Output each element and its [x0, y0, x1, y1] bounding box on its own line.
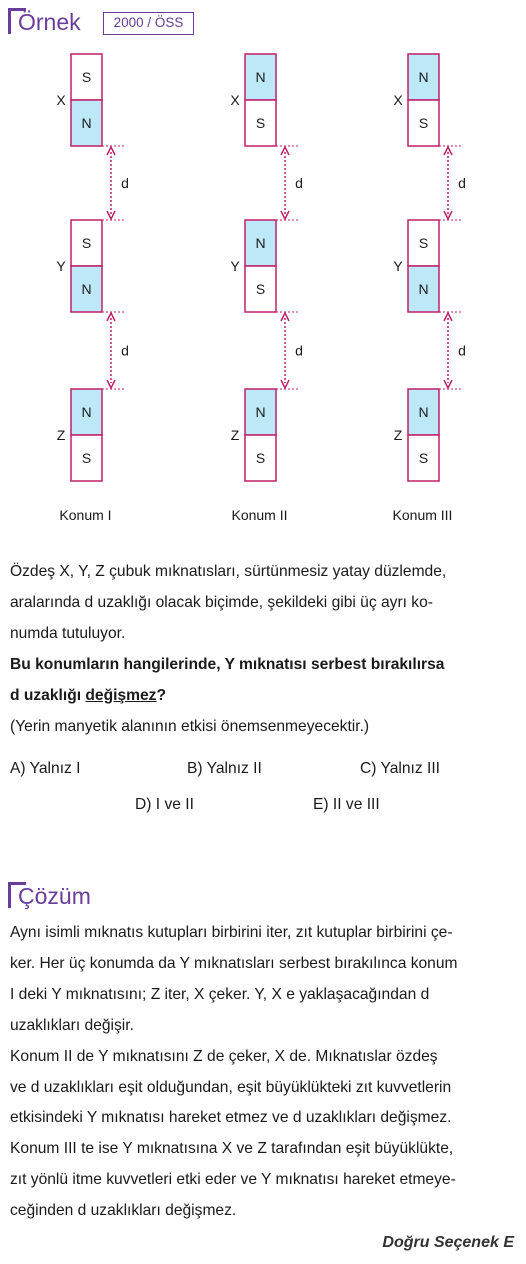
correct-answer: Doğru Seçenek E [382, 1234, 514, 1251]
question-note: (Yerin manyetik alanının etkisi önemsenmeyecektir.) [10, 718, 370, 735]
question-stem-part: d uzaklığı [10, 687, 86, 704]
question-stem-line [10, 680, 516, 711]
pole-label: N [255, 404, 266, 420]
pole-label: N [255, 235, 266, 251]
distance-label: d [295, 175, 303, 191]
option-e[interactable]: E) II ve III [313, 796, 380, 813]
solution-line: etkisindeki Y mıknatısı hareket etmez ve d uzaklıkları değişmez. [10, 1109, 452, 1127]
solution-line: zıt yönlü itme kuvvetleri etki eder ve Y mıknatısı hareket etmeye- [10, 1171, 456, 1189]
question-text [10, 556, 516, 742]
magnet-label: Z [230, 427, 240, 443]
position-caption: Konum I [59, 507, 112, 523]
solution-line: ceğinden d uzaklıkları değişmez. [10, 1202, 237, 1220]
distance-label: d [121, 342, 129, 359]
pole-label: S [418, 235, 429, 251]
question-stem-part: ? [156, 687, 166, 704]
option-b[interactable]: B) Yalnız II [187, 760, 262, 777]
pole-label: S [255, 115, 266, 131]
year-badge: 2000 / ÖSS [103, 12, 194, 35]
option-a[interactable]: A) Yalnız I [10, 760, 81, 777]
solution-line: Konum III te ise Y mıknatısına X ve Z tarafından eşit büyüklükte, [10, 1140, 454, 1158]
example-marker [8, 8, 11, 34]
pole-label: N [81, 281, 92, 297]
pole-label: N [81, 115, 92, 131]
question-line: aralarında d uzaklığı olacak biçimde, şekildeki gibi üç ayrı ko- [10, 594, 433, 611]
magnet-label: X [393, 92, 403, 108]
pole-label: N [418, 281, 429, 297]
arrow-head-down [444, 380, 452, 388]
pole-label: N [81, 404, 92, 420]
arrow-head-down [107, 380, 115, 388]
distance-label: d [458, 342, 466, 359]
option-c[interactable]: C) Yalnız III [360, 760, 441, 777]
solution-text [10, 918, 516, 1227]
pole-label: S [81, 450, 92, 466]
question-stem-emphasis: değişmez [85, 687, 157, 704]
question-stem-line: Bu konumların hangilerinde, Y mıknatısı serbest bırakılırsa [10, 656, 445, 673]
question-line: Özdeş X, Y, Z çubuk mıknatısları, sürtünmesiz yatay düzlemde, [10, 563, 447, 580]
arrow-head-down [281, 380, 289, 388]
example-title: Örnek [18, 9, 81, 35]
distance-label: d [458, 175, 466, 191]
pole-label: S [418, 450, 429, 466]
pole-label: S [255, 281, 266, 297]
magnet-label: X [230, 92, 240, 108]
pole-label: S [255, 450, 266, 466]
magnet-label: Z [393, 427, 403, 443]
solution-line: ker. Her üç konumda da Y mıknatısları serbest bırakılınca konum [10, 954, 458, 972]
pole-label: S [81, 69, 92, 85]
position-caption: Konum III [392, 507, 453, 523]
pole-label: S [81, 235, 92, 251]
pole-label: N [418, 404, 429, 420]
option-d[interactable]: D) I ve II [135, 796, 194, 813]
distance-label: d [295, 342, 303, 359]
solution-title: Çözüm [18, 883, 91, 909]
solution-line: ve d uzaklıkları eşit olduğundan, eşit büyüklükteki zıt kuvvetlerin [10, 1078, 452, 1096]
solution-line: uzaklıkları değişir. [10, 1016, 134, 1034]
solution-line: Aynı isimli mıknatıs kutupları birbirini iter, zıt kutuplar birbirini çe- [10, 924, 453, 941]
magnet-diagram [0, 40, 526, 540]
question-line: numda tutuluyor. [10, 625, 126, 642]
solution-line: Konum II de Y mıknatısını Z de çeker, X de. Mıknatıslar özdeş [10, 1047, 438, 1065]
magnet-label: Z [56, 427, 66, 443]
magnet-label: Y [56, 258, 66, 274]
magnet-label: Y [393, 258, 403, 274]
position-caption: Konum II [231, 507, 288, 523]
solution-marker [8, 882, 11, 908]
distance-label: d [121, 175, 129, 191]
pole-label: N [255, 69, 266, 85]
magnet-label: X [56, 92, 66, 108]
pole-label: S [418, 115, 429, 131]
solution-line: I deki Y mıknatısını; Z iter, X çeker. Y, X e yaklaşacağından d [10, 985, 430, 1003]
pole-label: N [418, 69, 429, 85]
magnet-label: Y [230, 258, 240, 274]
